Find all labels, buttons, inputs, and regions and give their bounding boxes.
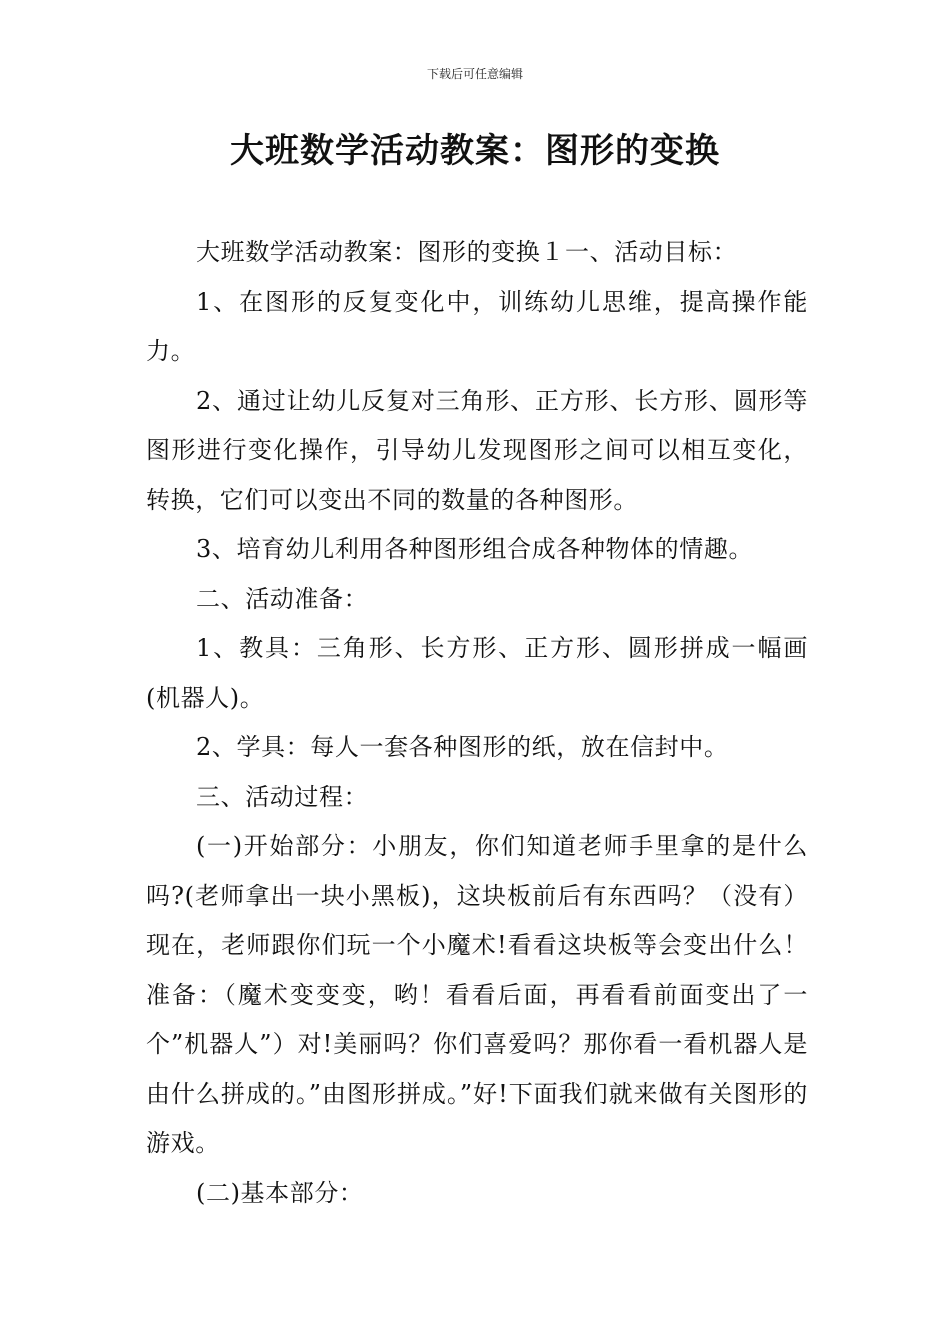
paragraph-prep-2: 2、学具：每人一套各种图形的纸，放在信封中。 — [196, 733, 729, 761]
header-note: 下载后可任意编辑 — [426, 67, 523, 81]
paragraph-prep-1: 1、教具：三角形、长方形、正方形、圆形拼成一幅画(机器人)。 — [146, 634, 808, 712]
section-heading-basic-part: (二)基本部分： — [196, 1178, 364, 1207]
paragraph-intro: 大班数学活动教案：图形的变换１一、活动目标： — [196, 238, 738, 266]
paragraph-goal-3: 3、培育幼儿利用各种图形组合成各种物体的情趣。 — [196, 535, 754, 563]
section-heading-process: 三、活动过程： — [196, 782, 369, 811]
paragraph-process-opening: (一)开始部分：小朋友，你们知道老师手里拿的是什么吗?(老师拿出一块小黑板)，这块板前后有东西吗？（没有）现在，老师跟你们玩一个小魔术!看看这块板等会变出什么！准备：（魔术变变变，哟！看看后面，再看看前面变出了一个”机器人”）对!美丽吗？你们喜爱吗？那你看一看机器人是由什么拼成的。”由图形拼成。”好!下面我们就来做有关图形的游戏。 — [146, 832, 808, 1157]
paragraph-goal-1: 1、在图形的反复变化中，训练幼儿思维，提高操作能力。 — [146, 287, 808, 365]
section-heading-preparation: 二、活动准备： — [196, 584, 369, 613]
document-title: 大班数学活动教案：图形的变换 — [230, 131, 720, 171]
paragraph-goal-2: 2、通过让幼儿反复对三角形、正方形、长方形、圆形等图形进行变化操作，引导幼儿发现图形之间可以相互变化，转换，它们可以变出不同的数量的各种图形。 — [146, 386, 808, 514]
document-body — [146, 228, 808, 1218]
